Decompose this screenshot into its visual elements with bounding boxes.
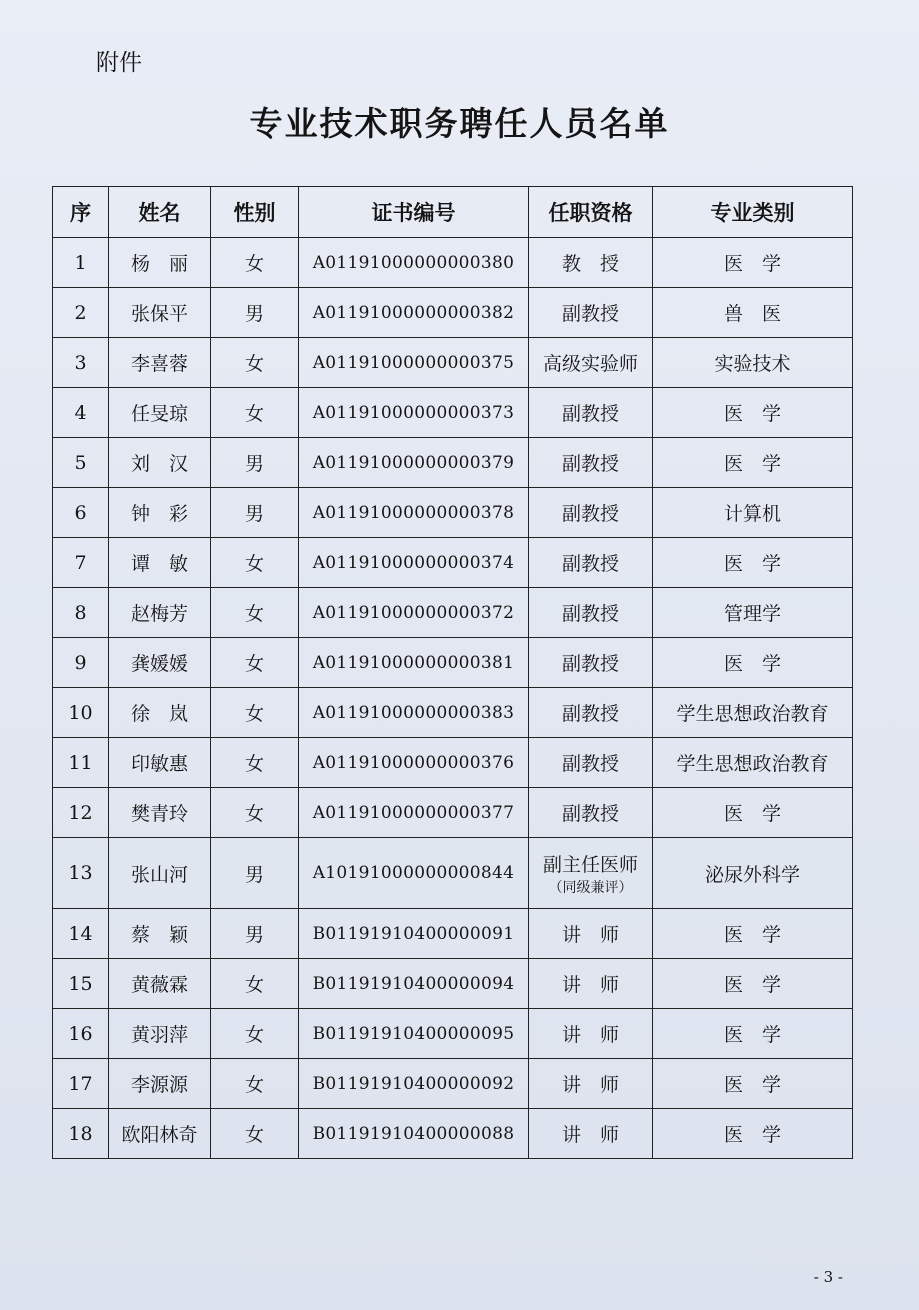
cell-gender [211,588,299,638]
cell-qualification [529,438,653,488]
cell-major [653,1059,853,1109]
cell-qualification [529,238,653,288]
cell-cert [299,788,529,838]
cell-cert [299,959,529,1009]
cell-qualification [529,909,653,959]
cell-no [53,388,109,438]
cell-cert-text: A01191000000000372 [312,602,515,623]
column-header-gender: 性别 [211,187,299,238]
cell-major [653,638,853,688]
cell-name-text: 谭 敏 [130,553,188,575]
cell-name [109,1009,211,1059]
cell-gender-text: 女 [244,253,264,275]
cell-gender-text: 男 [244,924,264,946]
cell-name [109,288,211,338]
cell-gender [211,488,299,538]
qualification-note: （同级兼评） [548,879,633,896]
cell-major [653,1109,853,1159]
cell-no-text: 6 [74,501,87,524]
cell-qualification-text: 讲 师 [561,924,619,946]
cell-cert [299,338,529,388]
cell-no [53,688,109,738]
cell-no [53,538,109,588]
cell-major [653,588,853,638]
cell-qualification-text: 教 授 [561,253,619,275]
cell-cert-text: A01191000000000382 [312,302,515,323]
cell-qualification-text: 副教授 [561,653,619,675]
cell-name-text: 杨 丽 [130,253,188,275]
cell-major-text: 医 学 [723,1074,781,1096]
cell-no-text: 11 [68,751,93,774]
table-row [53,538,853,588]
attachment-label: 附件 [96,50,142,76]
cell-major-text: 医 学 [723,924,781,946]
table-row [53,638,853,688]
cell-major [653,959,853,1009]
column-header-major: 专业类别 [653,187,853,238]
table-header-row [53,187,853,238]
cell-qualification-text: 副教授 [561,453,619,475]
cell-cert [299,1109,529,1159]
cell-major-text: 兽 医 [723,303,781,325]
cell-name [109,959,211,1009]
table-row [53,738,853,788]
cell-qualification-text: 副教授 [561,803,619,825]
cell-qualification [529,538,653,588]
column-header-qualification: 任职资格 [529,187,653,238]
cell-cert [299,488,529,538]
table-row [53,909,853,959]
cell-gender [211,238,299,288]
cell-gender-text: 女 [244,403,264,425]
cell-name [109,738,211,788]
table-row [53,588,853,638]
cell-cert [299,838,529,909]
cell-cert-text: B01191910400000091 [312,923,515,944]
cell-major-text: 医 学 [723,1124,781,1146]
cell-qualification-text: 副教授 [561,703,619,725]
cell-no-text: 14 [68,922,93,945]
cell-gender-text: 女 [244,653,264,675]
cell-major-text: 医 学 [723,803,781,825]
cell-no-text: 4 [74,401,87,424]
cell-qualification [529,1009,653,1059]
cell-cert [299,438,529,488]
cell-no-text: 1 [74,251,87,274]
cell-gender [211,788,299,838]
cell-name [109,588,211,638]
cell-gender-text: 女 [244,1074,264,1096]
cell-name-text: 张保平 [130,303,188,325]
cell-cert-text: A01191000000000383 [312,702,515,723]
cell-major [653,438,853,488]
cell-cert [299,638,529,688]
cell-qualification-text: 讲 师 [561,1074,619,1096]
cell-cert-text: A01191000000000375 [312,352,515,373]
cell-cert [299,388,529,438]
cell-cert-text: A10191000000000844 [312,863,515,883]
cell-cert [299,738,529,788]
cell-major-text: 医 学 [723,974,781,996]
table-row [53,788,853,838]
cell-cert-text: A01191000000000378 [312,502,515,523]
cell-name-text: 任旻琼 [130,403,188,425]
cell-major [653,388,853,438]
cell-name [109,338,211,388]
cell-name-text: 龚媛媛 [130,653,188,675]
cell-major-text: 医 学 [723,453,781,475]
cell-gender [211,738,299,788]
cell-no-text: 16 [68,1022,93,1045]
cell-gender [211,838,299,909]
cell-name-text: 黄羽萍 [130,1024,188,1046]
cell-cert-text: A01191000000000379 [312,452,515,473]
cell-name [109,538,211,588]
cell-name [109,388,211,438]
cell-no-text: 10 [68,701,93,724]
cell-gender-text: 男 [244,503,264,525]
cell-no [53,238,109,288]
cell-no [53,288,109,338]
cell-no-text: 9 [74,651,87,674]
cell-no [53,338,109,388]
cell-name-text: 赵梅芳 [130,603,188,625]
cell-qualification-text: 讲 师 [561,1024,619,1046]
cell-qualification [529,688,653,738]
cell-major-text: 医 学 [723,1024,781,1046]
table-row [53,288,853,338]
cell-gender [211,959,299,1009]
cell-name [109,1109,211,1159]
cell-cert [299,1059,529,1109]
cell-major-text: 学生思想政治教育 [676,703,829,725]
cell-name-text: 李源源 [130,1074,188,1096]
cell-name [109,1059,211,1109]
cell-major [653,238,853,288]
cell-cert-text: A01191000000000376 [312,752,515,773]
cell-qualification [529,738,653,788]
cell-name-text: 樊青玲 [130,803,188,825]
cell-no [53,588,109,638]
cell-major-text: 管理学 [723,603,781,625]
cell-cert-text: A01191000000000380 [312,252,515,273]
cell-qualification-text: 讲 师 [561,974,619,996]
cell-no [53,488,109,538]
cell-no-text: 8 [74,601,87,624]
cell-qualification-text: 副教授 [561,553,619,575]
cell-no [53,738,109,788]
cell-major [653,738,853,788]
cell-qualification [529,959,653,1009]
cell-gender [211,1009,299,1059]
cell-name [109,638,211,688]
cell-cert-text: B01191910400000095 [312,1023,515,1044]
table-row [53,338,853,388]
cell-qualification [529,588,653,638]
cell-cert-text: A01191000000000381 [312,652,515,673]
cell-no-text: 3 [74,351,87,374]
cell-name-text: 欧阳林奇 [121,1124,198,1146]
column-header-name: 姓名 [109,187,211,238]
cell-qualification-text: 副主任医师 [542,853,638,876]
cell-name-text: 蔡 颖 [130,924,188,946]
cell-qualification-text: 副教授 [561,603,619,625]
cell-no [53,788,109,838]
cell-qualification [529,1109,653,1159]
cell-name-text: 黄薇霖 [130,974,188,996]
cell-cert [299,538,529,588]
cell-major-text: 实验技术 [714,353,791,375]
table-row [53,1059,853,1109]
cell-gender-text: 女 [244,553,264,575]
cell-gender-text: 女 [244,753,264,775]
cell-no-text: 15 [68,972,93,995]
table-row [53,959,853,1009]
cell-gender [211,1109,299,1159]
cell-name-text: 徐 岚 [130,703,188,725]
cell-major [653,538,853,588]
cell-cert [299,238,529,288]
cell-gender [211,288,299,338]
cell-no-text: 2 [74,301,87,324]
cell-gender [211,909,299,959]
cell-gender [211,538,299,588]
page-number: - 3 - [813,1268,843,1286]
column-header-no: 序 [53,187,109,238]
cell-no [53,438,109,488]
cell-gender [211,388,299,438]
cell-qualification-text: 讲 师 [561,1124,619,1146]
table-row [53,238,853,288]
table-row [53,838,853,909]
cell-major-text: 医 学 [723,553,781,575]
cell-name-text: 刘 汉 [130,453,188,475]
cell-no [53,909,109,959]
cell-no-text: 18 [68,1122,93,1145]
cell-no-text: 7 [74,551,87,574]
cell-gender [211,638,299,688]
cell-major-text: 医 学 [723,653,781,675]
cell-cert-text: A01191000000000374 [312,552,515,573]
cell-qualification-text: 高级实验师 [542,353,638,375]
table-row [53,488,853,538]
cell-gender-text: 女 [244,1024,264,1046]
cell-cert-text: B01191910400000094 [312,973,515,994]
cell-major-text: 医 学 [723,403,781,425]
cell-gender-text: 女 [244,353,264,375]
cell-cert [299,288,529,338]
cell-name [109,238,211,288]
page-title: 专业技术职务聘任人员名单 [249,104,670,143]
cell-qualification [529,1059,653,1109]
cell-no-text: 5 [74,451,87,474]
cell-qualification [529,338,653,388]
cell-qualification-text: 副教授 [561,753,619,775]
cell-cert-text: A01191000000000373 [312,402,515,423]
cell-name [109,688,211,738]
cell-cert [299,1009,529,1059]
cell-cert-text: B01191910400000088 [312,1123,515,1144]
cell-qualification [529,638,653,688]
table-row [53,1009,853,1059]
cell-name-text: 李喜蓉 [130,353,188,375]
cell-name [109,838,211,909]
cell-major [653,688,853,738]
table-row [53,1109,853,1159]
cell-no-text: 12 [68,801,93,824]
cell-gender-text: 女 [244,974,264,996]
cell-gender-text: 男 [244,453,264,475]
cell-qualification [529,388,653,438]
cell-gender [211,1059,299,1109]
cell-major [653,838,853,909]
cell-cert [299,688,529,738]
cell-major-text: 医 学 [723,253,781,275]
cell-name-text: 钟 彩 [130,503,188,525]
cell-major [653,1009,853,1059]
cell-cert-text: B01191910400000092 [312,1073,515,1094]
cell-no [53,1009,109,1059]
cell-qualification-text: 副教授 [561,303,619,325]
cell-gender [211,338,299,388]
cell-qualification-text: 副教授 [561,503,619,525]
cell-no [53,638,109,688]
cell-name [109,438,211,488]
cell-gender [211,438,299,488]
cell-no [53,838,109,909]
cell-gender-text: 女 [244,603,264,625]
table-row [53,388,853,438]
cell-qualification [529,488,653,538]
cell-gender [211,688,299,738]
cell-qualification [529,838,653,909]
cell-no [53,1109,109,1159]
cell-name-text: 张山河 [130,863,188,886]
cell-qualification [529,788,653,838]
cell-major-text: 学生思想政治教育 [676,753,829,775]
cell-name-text: 印敏惠 [130,753,188,775]
cell-qualification [529,288,653,338]
cell-cert-text: A01191000000000377 [312,802,515,823]
cell-major-text: 泌尿外科学 [704,863,800,886]
cell-gender-text: 男 [244,863,264,886]
cell-no-text: 13 [68,862,93,884]
table-row [53,438,853,488]
cell-no-text: 17 [68,1072,93,1095]
cell-major-text: 计算机 [723,503,781,525]
cell-major [653,288,853,338]
cell-major [653,909,853,959]
cell-cert [299,909,529,959]
column-header-cert: 证书编号 [299,187,529,238]
personnel-table [52,186,853,1159]
cell-name [109,788,211,838]
cell-major [653,488,853,538]
cell-gender-text: 女 [244,1124,264,1146]
cell-qualification-text: 副教授 [561,403,619,425]
cell-no [53,959,109,1009]
table-row [53,688,853,738]
cell-no [53,1059,109,1109]
cell-gender-text: 女 [244,803,264,825]
cell-cert [299,588,529,638]
cell-name [109,909,211,959]
cell-gender-text: 女 [244,703,264,725]
cell-name [109,488,211,538]
cell-major [653,338,853,388]
cell-major [653,788,853,838]
cell-gender-text: 男 [244,303,264,325]
